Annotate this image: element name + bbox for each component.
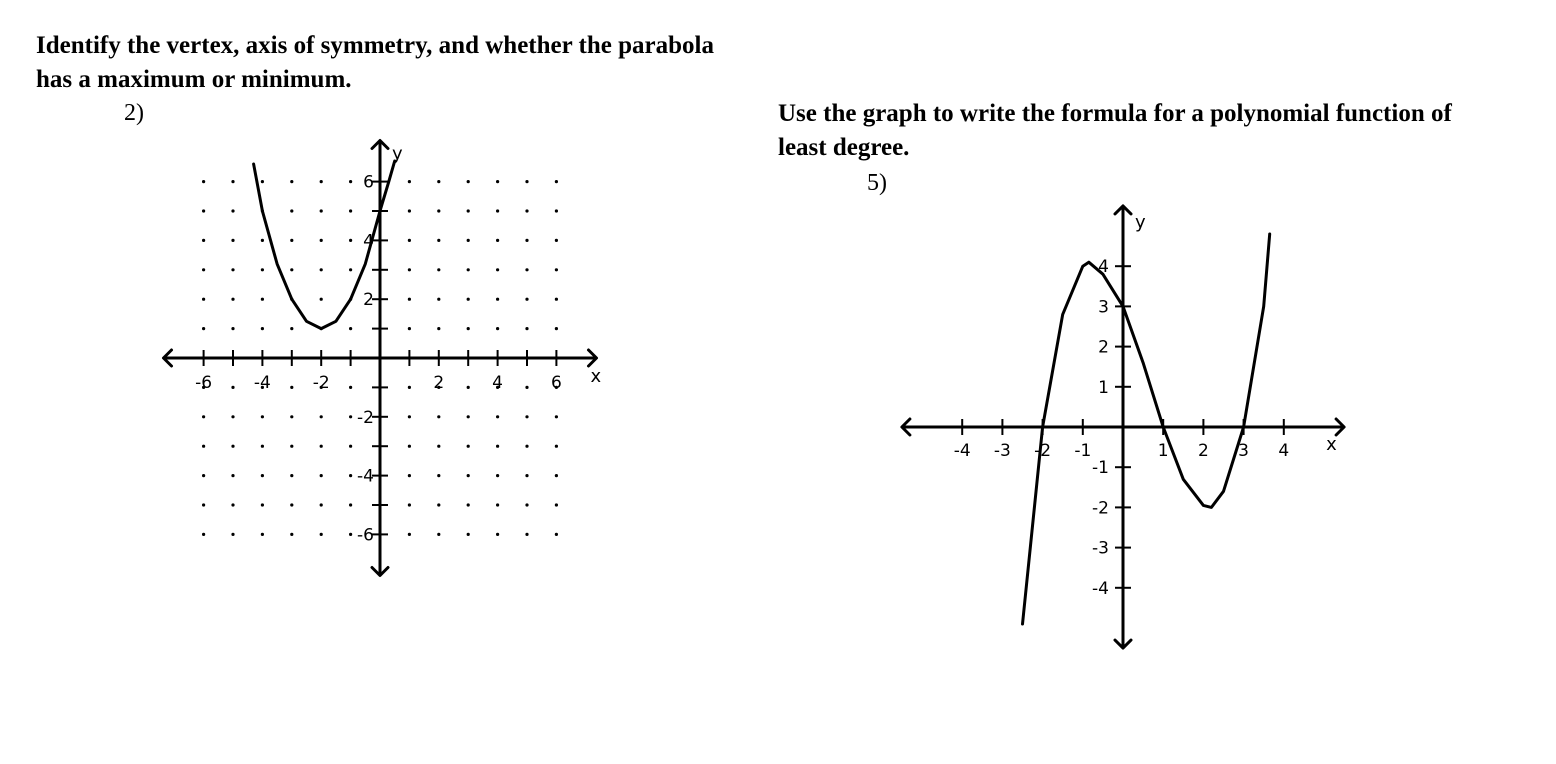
y-tick-label: 4 bbox=[363, 231, 374, 252]
y-tick-label: -4 bbox=[357, 466, 374, 487]
x-tick-label: -1 bbox=[1074, 441, 1092, 461]
cubic-curve bbox=[1023, 234, 1270, 624]
x-tick-label: 3 bbox=[1238, 441, 1250, 461]
y-tick-label: 6 bbox=[363, 172, 374, 193]
y-tick-label: -6 bbox=[357, 525, 374, 546]
y-tick-label: 2 bbox=[1098, 337, 1109, 358]
y-axis-label: y bbox=[392, 143, 403, 165]
x-tick-label: -4 bbox=[253, 373, 271, 393]
x-tick-label: -4 bbox=[953, 441, 971, 461]
problem-5-number: 5) bbox=[867, 170, 887, 196]
x-tick-label: -6 bbox=[195, 373, 213, 393]
y-tick-label: 3 bbox=[1098, 297, 1109, 318]
y-axis-label: y bbox=[1135, 211, 1146, 233]
x-tick-label: 6 bbox=[550, 373, 562, 393]
x-axis-label: x bbox=[1326, 434, 1337, 455]
y-tick-label: 2 bbox=[363, 290, 374, 311]
problem-2-instruction: Identify the vertex, axis of symmetry, and whether the parabola has a maximum or minimum. bbox=[36, 32, 714, 93]
y-tick-label: -2 bbox=[1092, 498, 1109, 519]
x-tick-label: 4 bbox=[492, 373, 504, 393]
x-tick-label: 1 bbox=[1157, 441, 1169, 461]
x-tick-label: 4 bbox=[1278, 441, 1290, 461]
y-tick-label: 1 bbox=[1098, 377, 1109, 398]
y-tick-label: -4 bbox=[1092, 578, 1109, 599]
x-tick-label: -2 bbox=[312, 373, 330, 393]
y-tick-label: -3 bbox=[1092, 538, 1109, 559]
y-tick-label: -2 bbox=[357, 407, 374, 428]
problem-5-instruction: Use the graph to write the formula for a polynomial function of least degree. bbox=[778, 100, 1452, 161]
x-axis-label: x bbox=[590, 366, 602, 387]
x-tick-label: 2 bbox=[433, 373, 445, 393]
problem-2-number: 2) bbox=[124, 100, 144, 126]
x-tick-label: -3 bbox=[993, 441, 1011, 461]
y-tick-label: -1 bbox=[1092, 458, 1109, 479]
y-tick-label: 4 bbox=[1098, 257, 1109, 278]
x-tick-label: -2 bbox=[1034, 441, 1052, 461]
x-tick-label: 2 bbox=[1197, 441, 1209, 461]
